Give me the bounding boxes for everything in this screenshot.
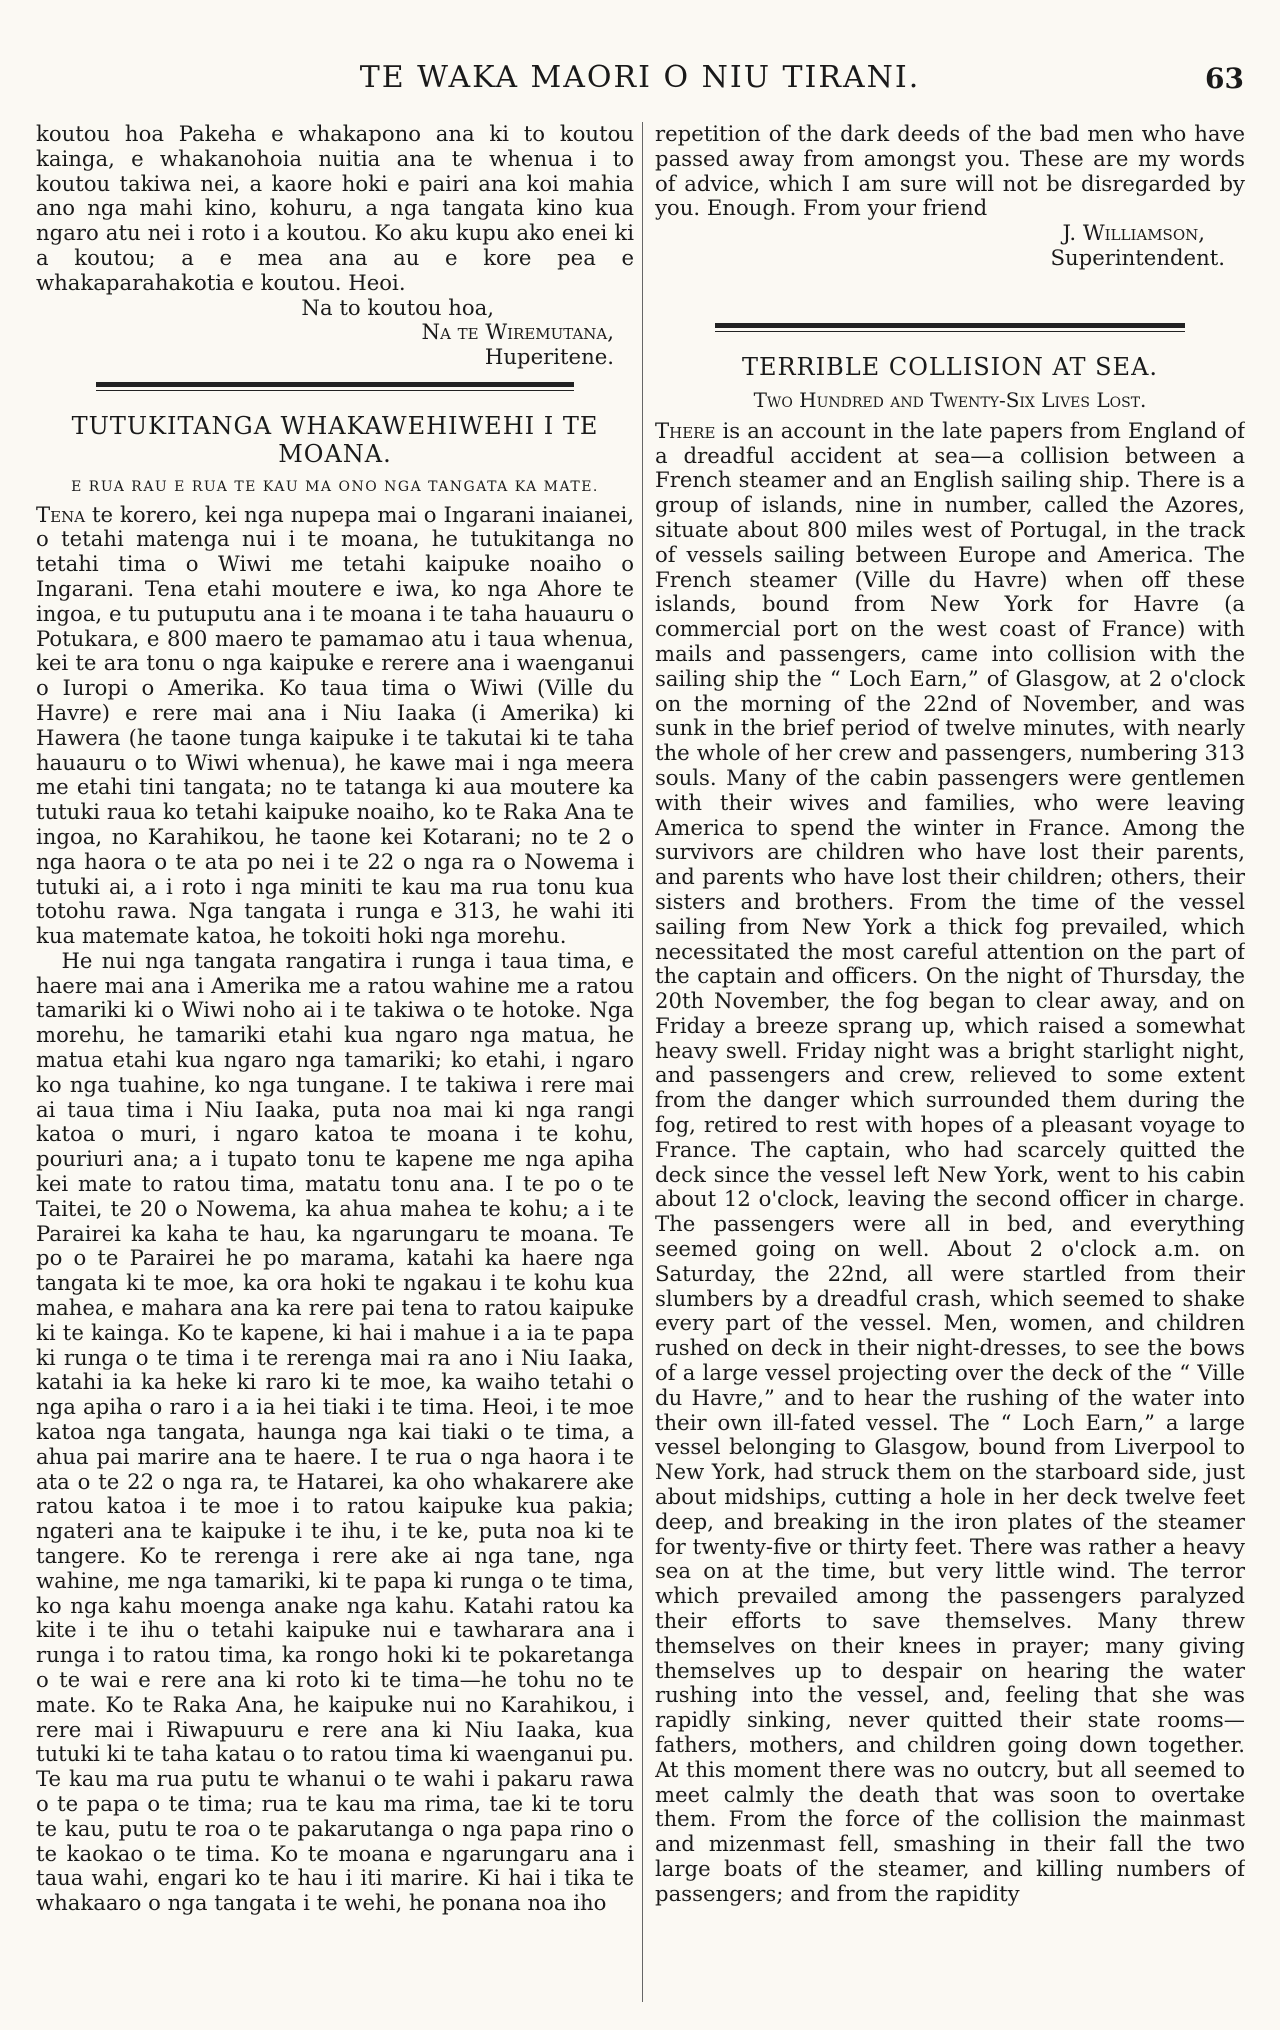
right-signature-title: Superintendent.	[1050, 244, 1225, 270]
left-paragraph-1-text: te korero, kei nga nupepa mai o Ingarani inaianei, o tetahi matenga nui i te moana, he tutukitanga no tetahi tima o Wiwi me tetahi kaipuke noaiho o Ingarani. Tena etahi moutere e iwa, ko nga Ahore te ingoa, e tu putuputu ana i te moana i te taha hauauru o Potukara, e 800 maero te pamamao atu i taua whenua, kei te ara tonu o nga kaipuke e rerere ana i waenganui o Iuropi o Amerika. Ko taua tima o Wiwi (Ville du Havre) e rere mai ana i Niu Iaaka (i Amerika) ki Hawera (he taone tunga kaipuke i te takutai ki te taha hauauru o to Wiwi whenua), he kawe mai i nga meera me etahi tini tangata; no te tatanga ki aua moutere ka tutuki raua ko tetahi kaipuke noaiho, ko te Raka Ana te ingoa, no Karahikou, he taone kei Kotarani; no te 2 o nga haora o te ata po nei i te 22 o nga ra o Nowema i tutuki ai, a i roto i nga miniti te kau ma rua tonu kua totohu rawa. Nga tangata i runga e 313, he wahi iti kua matemate katoa, he tokoiti hoki nga morehu.	[36, 501, 634, 949]
right-column-english	[655, 122, 1245, 2002]
right-signature-name-text: J. Williamson,	[1062, 220, 1205, 246]
left-paragraph-1	[36, 503, 634, 949]
left-column-maori	[36, 122, 634, 2002]
page-number: 63	[1205, 62, 1244, 95]
right-article-subtitle: Two Hundred and Twenty-Six Lives Lost.	[753, 388, 1147, 413]
right-signature-name	[655, 221, 1245, 246]
left-paragraph-1-lead: Tena	[36, 501, 86, 527]
newspaper-title: TE WAKA MAORI O NIU TIRANI.	[359, 60, 921, 95]
right-rule-thick	[715, 323, 1185, 328]
right-spacer	[655, 271, 1245, 311]
left-rule-thin	[96, 390, 574, 391]
left-signature-name	[36, 320, 634, 345]
right-paragraph-1	[655, 419, 1245, 1907]
right-rule-thin	[715, 331, 1185, 332]
right-intro-paragraph: repetition of the dark deeds of the bad men who have passed away from amongst you. These are my words of advice, which I am sure will not be disregarded by you. Enough. From your friend	[655, 122, 1245, 221]
left-article-subtitle: E RUA RAU E RUA TE KAU MA ONO NGA TANGATA KA MATE.	[71, 479, 599, 496]
left-rule-thick	[96, 382, 574, 387]
left-intro-paragraph: koutou hoa Pakeha e whakapono ana ki to koutou kainga, e whakanohoia nuitia ana te whenua i to koutou takiwa nei, a kaore hoki e pairi ana koi mahia ano nga mahi kino, kohuru, a nga tangata kino kua ngaro atu nei i roto i a koutou. Ko aku kupu ako enei ki a koutou; a e mea ana au e kore pea e whakaparahakotia e koutou. Heoi.	[36, 122, 634, 295]
left-signature-title: Huperitene.	[484, 344, 614, 370]
left-signature-name-text: Na te Wiremutana,	[421, 319, 614, 345]
right-article-title: TERRIBLE COLLISION AT SEA.	[741, 352, 1159, 381]
left-article-title: TUTUKITANGA WHAKAWEHIWEHI I TE MOANA.	[71, 411, 599, 468]
right-paragraph-1-text: is an account in the late papers from England of a dreadful accident at sea—a collision between a French steamer and an English sailing ship. There is a group of islands, nine in number, called the Azores, situate about 800 miles west of Portugal, in the track of vessels sailing between Europe and America. The French steamer (Ville du Havre) when off these islands, bound from New York for Havre (a commercial port on the west coast of France) with mails and passengers, came into collision with the sailing ship the “ Loch Earn,” of Glasgow, at 2 o'clock on the morning of the 22nd of November, and was sunk in the brief period of twelve minutes, with nearly the whole of her crew and passengers, numbering 313 souls. Many of the cabin passengers were gentlemen with their wives and families, who were leaving America to spend the winter in France. Among the survivors are children who have lost their parents, and parents who have lost their children; others, their sisters and brothers. From the time of the vessel sailing from New York a thick fog prevailed, which necessitated the most careful attention on the part of the captain and officers. On the night of Thursday, the 20th November, the fog began to clear away, and on Friday a breeze sprang up, which raised a somewhat heavy swell. Friday night was a bright starlight night, and passengers and crew, relieved to some extent from the danger which surrounded them during the fog, retired to rest with hopes of a pleasant voyage to France. The captain, who had scarcely quitted the deck since the vessel left New York, went to his cabin about 12 o'clock, leaving the second officer in charge. The passengers were all in bed, and everything seemed going on well. About 2 o'clock a.m. on Saturday, the 22nd, all were startled from their slumbers by a dreadful crash, which seemed to shake every part of the vessel. Men, women, and children rushed on deck in their night-dresses, to see the bows of a large vessel projecting over the deck of the “ Ville du Havre,” and to hear the rushing of the water into their own ill-fated vessel. The “ Loch Earn,” a large vessel belonging to Glasgow, bound from Liverpool to New York, had struck them on the starboard side, just about midships, cutting a hole in her deck twelve feet deep, and breaking in the iron plates of the steamer for twenty-five or thirty feet. There was rather a heavy sea on at the time, but very little wind. The terror which prevailed among the passengers paralyzed their efforts to save themselves. Many threw themselves on their knees in prayer; many giving themselves up to despair on hearing the water rushing into the vessel, and, feeling that she was rapidly sinking, never quitted their state rooms—fathers, mothers, and children going down together. At this moment there was no outcry, but all seemed to meet calmly the death that was soon to overtake them. From the force of the collision the mainmast and mizenmast fell, smashing in their fall the two large boats of the steamer, and killing numbers of passengers; and from the rapidity	[655, 417, 1245, 1906]
left-closing: Na to koutou hoa,	[301, 294, 494, 320]
column-divider	[642, 122, 643, 2002]
left-paragraph-2: He nui nga tangata rangatira i runga i taua tima, e haere mai ana i Amerika me a ratou wahine me a ratou tamariki ki o Wiwi noho ai i te takiwa o te hotoke. Nga morehu, he tamariki etahi kua ngaro nga matua, he matua etahi kua ngaro nga tamariki; ko etahi, i ngaro ko nga tuahine, ko nga tungane. I te takiwa i rere mai ai taua tima i Niu Iaaka, puta noa mai ki nga rangi katoa o muri, i ngaro katoa te moana i te kohu, pouriuri ana; a i tupato tonu te kapene me nga apiha kei mate to ratou tima, matatu tonu ana. I te po o te Taitei, te 20 o Nowema, ka ahua mahea te kohu; a i te Parairei ka kaha te hau, ka ngarungaru te moana. Te po o te Parairei he po marama, katahi ka haere nga tangata ki te moe, ka ora hoki te ngakau i te kohu kua mahea, e mahara ana ka rere pai tena to ratou kaipuke ki te kainga. Ko te kapene, ki hai i mahue i a ia te papa ki runga o te tima i te rerenga mai ra ano i Niu Iaaka, katahi ia ka heke ki raro ki te moe, ka waiho tetahi o nga apiha o raro i a ia hei tiaki i te tima. Heoi, i te moe katoa nga tangata, haunga nga kai tiaki o te tima, a ahua pai marire ana te haere. I te rua o nga haora i te ata o te 22 o nga ra, te Hatarei, ka oho whakarere ake ratou katoa i te moe i to ratou kaipuke kua pakia; ngateri ana te kaipuke i te ihu, i te ke, puta noa ki te tangere. Ko te rerenga i rere ake ai nga tane, nga wahine, me nga tamariki, ki te papa ki runga o te tima, ko nga kahu moenga anake nga kahu. Katahi ratou ka kite i te ihu o tetahi kaipuke nui e tawharara ana i runga i to ratou tima, ka rongo hoki ki te pokaretanga o te wai e rere ana ki roto ki te tima—he tohu no te mate. Ko te Raka Ana, he kaipuke nui no Karahikou, i rere mai i Riwapuuru e rere ana ki Niu Iaaka, kua tutuki ki te taha katau o to ratou tima ki waenganui pu. Te kau ma rua putu te whanui o te wahi i pakaru rawa o te papa o te tima; rua te kau ma rima, tae ki te toru te kau, putu te roa o te pakarutanga o nga papa rino o te kaokao o te tima. Ko te moana e ngarungaru ana i taua wahi, engari ko te hau i iti marire. Ki hai i tika te whakaaro o nga tangata i te wehi, he ponana noa iho	[36, 947, 634, 1916]
right-paragraph-1-lead: There	[655, 417, 716, 443]
page-header	[36, 56, 1244, 96]
